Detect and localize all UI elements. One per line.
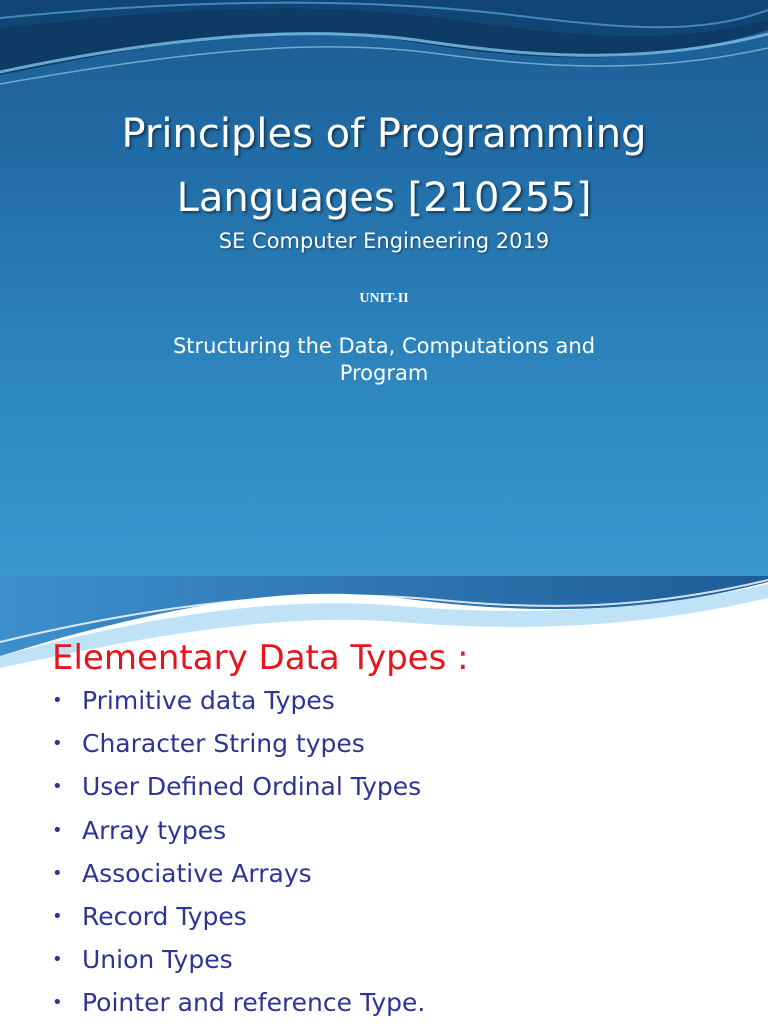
list-item [52,722,752,765]
slide-subtitle: SE Computer Engineering 2019 [218,229,550,253]
bullet-icon: • [52,819,63,841]
bullet-icon: • [52,905,63,927]
slide-title [0,102,768,230]
unit-label: UNIT-II [359,291,409,306]
unit-topic-line-2: Program [339,361,429,385]
list-item [52,765,752,808]
content-slide [0,576,768,1024]
list-item-text: Character String types [82,729,365,759]
list-item-text: Union Types [82,945,233,975]
bullet-icon: • [52,992,63,1014]
list-item [52,809,752,852]
list-item [52,679,752,722]
list-item-text: Primitive data Types [82,686,335,715]
list-item [52,938,752,981]
list-item-text: Associative Arrays [82,858,312,888]
slide-title-line-2: Languages [210255] [176,175,592,221]
bullet-icon: • [52,949,63,971]
data-types-list [52,679,752,1024]
unit-topic [80,333,688,387]
bullet-icon: • [52,690,63,711]
list-item-text: User Defined Ordinal Types [82,772,422,802]
list-item-text: Record Types [82,901,247,931]
bullet-icon: • [52,776,63,798]
list-item [52,852,752,895]
list-item-text: Array types [82,815,227,845]
list-item [52,981,752,1024]
slide-title-line-1: Principles of Programming [121,111,647,157]
list-item-text: Pointer and reference Type. [82,988,426,1018]
bullet-icon: • [52,733,63,755]
bullet-icon: • [52,862,63,884]
unit-topic-line-1: Structuring the Data, Computations and [172,334,596,358]
list-item [52,895,752,938]
slide-heading: Elementary Data Types : [52,638,469,678]
decorative-wave-header [0,0,768,110]
